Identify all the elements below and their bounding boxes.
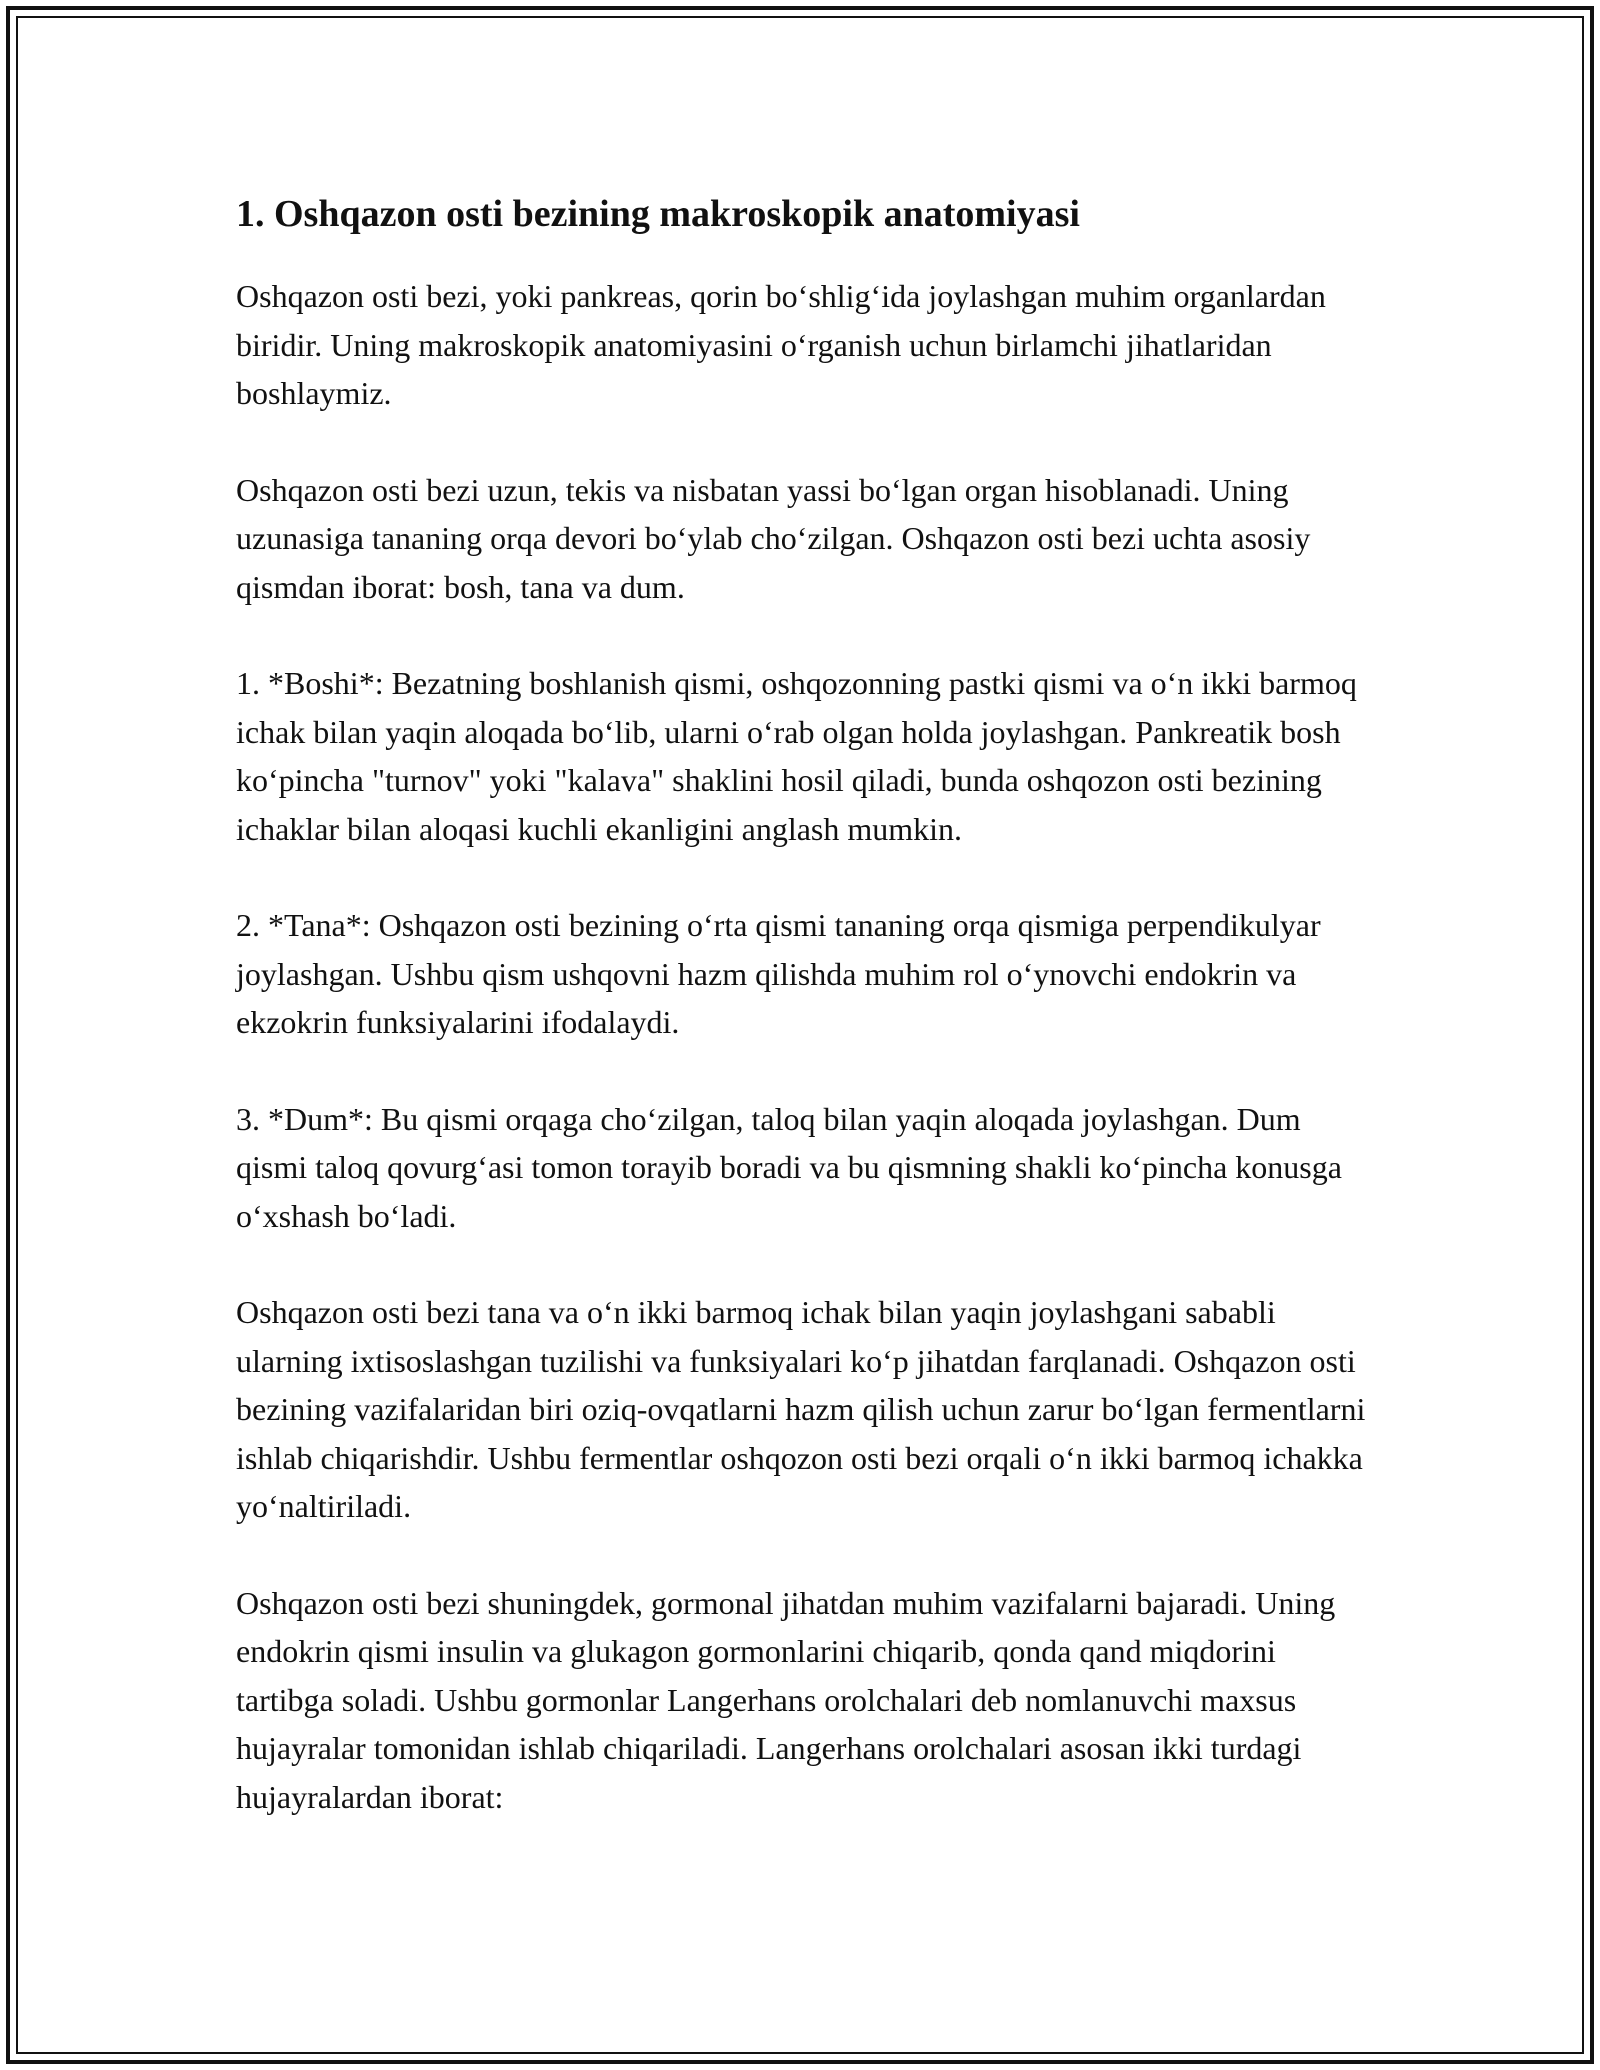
paragraph-head: 1. *Boshi*: Bezatning boshlanish qismi, oshqozonning pastki qismi va o‘n ikki barmoq ichak bilan yaqin aloqada bo‘lib, ularni o‘rab olgan holda joylashgan. Pankreatik bosh ko‘pincha "turnov" yoki "kalava" shaklini hosil qiladi, bunda oshqozon osti bezining ichaklar bilan aloqasi kuchli ekanligini anglash mumkin. <box>236 665 1357 847</box>
paragraph-hormones: Oshqazon osti bezi shuningdek, gormonal jihatdan muhim vazifalarni bajaradi. Uning endokrin qismi insulin va glukagon gormonlarini chiqarib, qonda qand miqdorini tartibga soladi. Ushbu gormonlar Langerhans orolchalari deb nomlanuvchi maxsus hujayralar tomonidan ishlab chiqariladi. Langerhans orolchalari asosan ikki turdagi hujayralardan iborat: <box>236 1584 1336 1815</box>
paragraph-tail: 3. *Dum*: Bu qismi orqaga cho‘zilgan, taloq bilan yaqin aloqada joylashgan. Dum qismi taloq qovurg‘asi tomon torayib boradi va bu qismning shakli ko‘pincha konusga o‘xshash bo‘ladi. <box>236 1100 1342 1234</box>
paragraph-body: 2. *Tana*: Oshqazon osti bezining o‘rta qismi tananing orqa qismiga perpendikulyar joylashgan. Ushbu qism ushqovni hazm qilishda muhim rol o‘ynovchi endokrin va ekzokrin funksiyalarini ifodalaydi. <box>236 907 1321 1040</box>
paragraph-functions: Oshqazon osti bezi tana va o‘n ikki barmoq ichak bilan yaqin joylashgani sababli ularning ixtisoslashgan tuzilishi va funksiyalari ko‘p jihatdan farqlanadi. Oshqazon osti bezining vazifalaridan biri oziq-ovqatlarni hazm qilish uchun zarur bo‘lgan fermentlarni ishlab chiqarishdir. Ushbu fermentlar oshqozon osti bezi orqali o‘n ikki barmoq ichakka yo‘naltiriladi. <box>236 1294 1366 1524</box>
page-title: 1. Oshqazon osti bezining makroskopik anatomiyasi <box>236 193 1080 235</box>
document-body <box>236 186 1376 1821</box>
paragraph-structure: Oshqazon osti bezi uzun, tekis va nisbatan yassi bo‘lgan organ hisoblanadi. Uning uzunasiga tananing orqa devori bo‘ylab cho‘zilgan. Oshqazon osti bezi uchta asosiy qismdan iborat: bosh, tana va dum. <box>236 471 1311 605</box>
paragraph-intro: Oshqazon osti bezi, yoki pankreas, qorin bo‘shlig‘ida joylashgan muhim organlardan biridir. Uning makroskopik anatomiyasini o‘rganish uchun birlamchi jihatlaridan boshlaymiz. <box>236 278 1326 411</box>
